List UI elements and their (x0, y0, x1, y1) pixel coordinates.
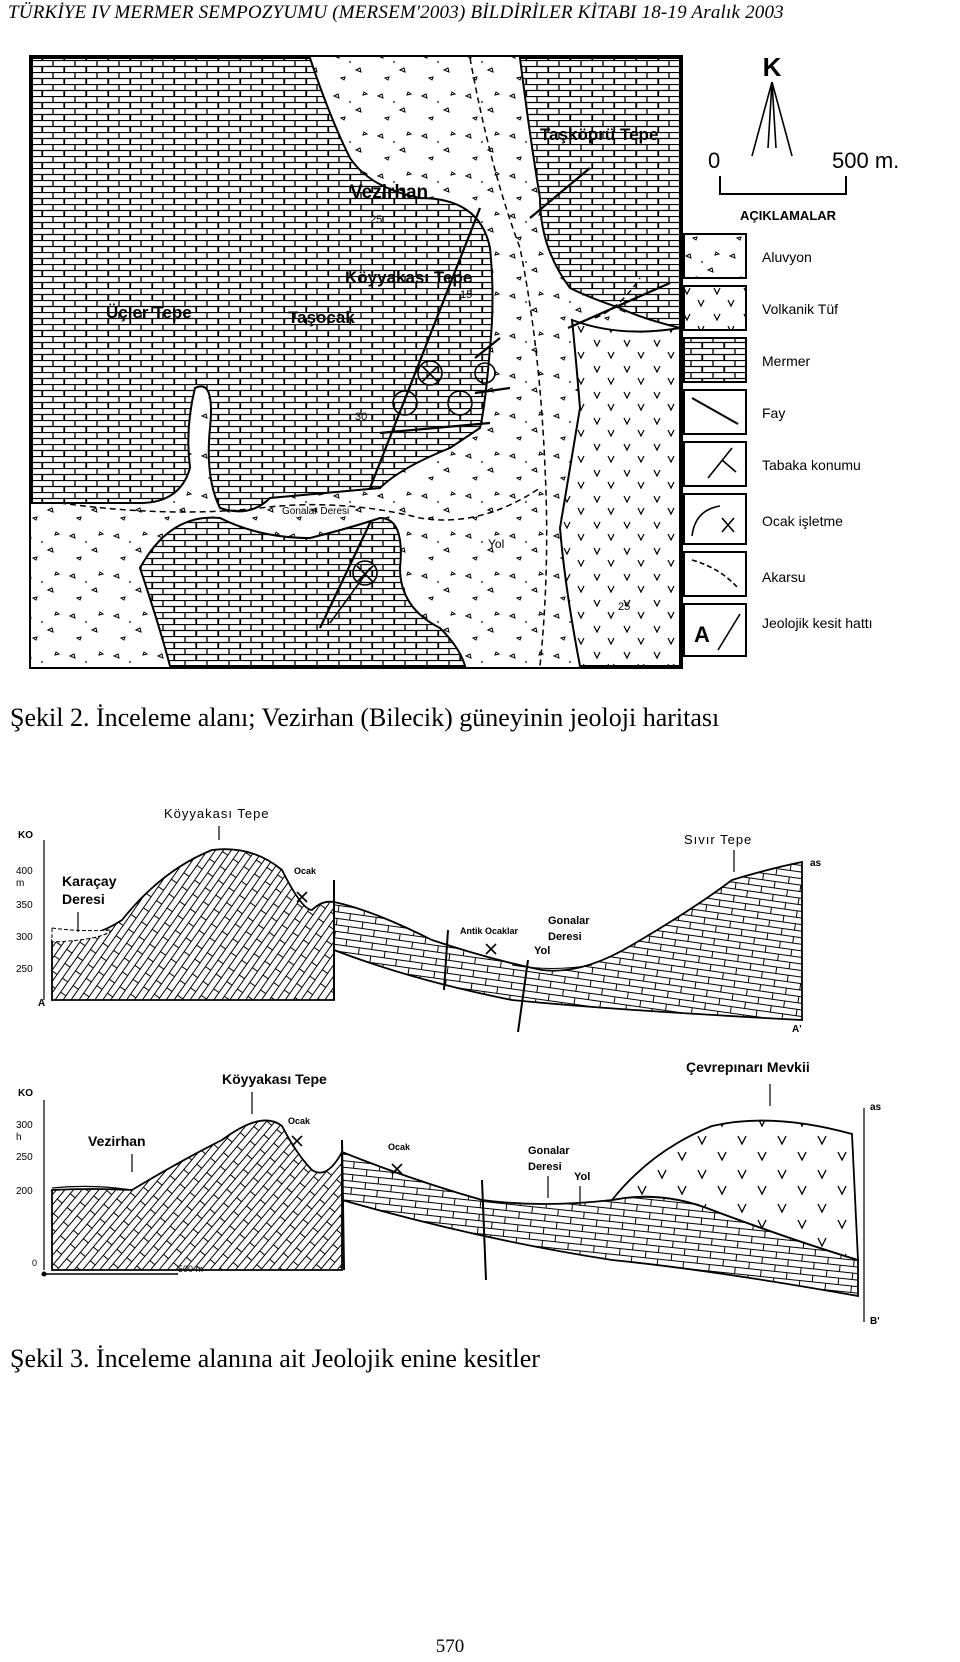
y-axis-ticks (16, 866, 33, 975)
section-a-folded-marble (52, 849, 334, 1000)
svg-text:200: 200 (16, 1186, 33, 1197)
geological-map (20, 48, 912, 680)
svg-text:0: 0 (32, 1258, 38, 1268)
legend-label: Volkanik Tüf (762, 301, 839, 317)
legend-title: AÇIKLAMALAR (740, 208, 837, 223)
y-axis-ticks (16, 1120, 33, 1197)
svg-text:400: 400 (16, 866, 33, 877)
legend-label: Jeolojik kesit hattı (762, 615, 873, 631)
svg-text:A: A (694, 622, 710, 647)
dip-value: 25 (370, 214, 383, 226)
place-gonalar: Gonalar Deresi (282, 506, 350, 517)
scale-bar (708, 148, 899, 194)
end-label-as-b: as (870, 1102, 882, 1113)
legend-label: Ocak işletme (762, 513, 843, 529)
cross-section-b (12, 1060, 912, 1330)
dip-value: 30 (355, 411, 368, 423)
label-karacay: Karaçay (62, 873, 117, 889)
place-ucler: Üçler Tepe (106, 303, 192, 322)
label-gonalar-b-2: Deresi (528, 1161, 562, 1173)
label-gonalar-b: Gonalar (528, 1145, 570, 1157)
label-gonalar-2: Deresi (548, 931, 582, 943)
label-ocak-1: Ocak (288, 1116, 311, 1126)
svg-text:300: 300 (16, 932, 33, 943)
label-ocak: Ocak (294, 866, 317, 876)
label-yol-b: Yol (574, 1171, 591, 1183)
svg-text:h: h (16, 1132, 22, 1143)
svg-text:0: 0 (708, 148, 721, 173)
svg-text:350: 350 (16, 900, 33, 911)
end-label-b: B' (870, 1316, 880, 1327)
end-label-a2: A' (792, 1024, 802, 1035)
svg-text:300: 300 (16, 1120, 33, 1131)
label-yol: Yol (534, 945, 551, 957)
tuff-unit (560, 320, 680, 666)
svg-text:250: 250 (16, 1152, 33, 1163)
place-vezirhan: Vezirhan (350, 182, 429, 203)
y-axis-unit: KO (18, 830, 33, 841)
label-ocak-2: Ocak (388, 1142, 411, 1152)
label-antik: Antik Ocaklar (460, 926, 519, 936)
legend (684, 234, 746, 656)
svg-text:250: 250 (16, 964, 33, 975)
end-label-as: as (810, 858, 822, 869)
dip-value: 15 (460, 289, 473, 301)
place-yol: Yol (488, 537, 505, 551)
y-axis-unit: KO (18, 1088, 33, 1099)
place-koyyakasi: Köyyakası Tepe (345, 268, 473, 287)
dip-value: 25 (618, 601, 631, 613)
end-label-a: A (38, 998, 46, 1009)
label-koyyakasi-b: Köyyakası Tepe (222, 1071, 327, 1087)
quarry-icon (297, 892, 307, 902)
svg-text:500 m.: 500 m. (832, 148, 900, 173)
label-vezirhan: Vezirhan (88, 1133, 146, 1149)
place-taskopru: Taşköprü Tepe (540, 125, 659, 144)
quarry-icon (292, 1136, 302, 1146)
legend-label: Akarsu (762, 569, 806, 585)
legend-label: Mermer (762, 353, 811, 369)
label-gonalar: Gonalar (548, 915, 590, 927)
svg-text:K: K (762, 52, 782, 82)
cross-section-a (12, 800, 912, 1040)
label-karacay-2: Deresi (62, 891, 105, 907)
place-tasocak: Taşocak (288, 308, 355, 327)
quarry-icon (486, 944, 496, 954)
svg-text:m: m (16, 878, 25, 889)
north-arrow (752, 52, 792, 156)
running-header: TÜRKİYE IV MERMER SEMPOZYUMU (MERSEM'2003) BİLDİRİLER KİTABI 18-19 Aralık 2003 (8, 2, 784, 23)
page-number: 570 (435, 1636, 465, 1657)
legend-label: Fay (762, 405, 786, 421)
svg-text:500 m: 500 m (178, 1264, 204, 1274)
figure-caption-2: Şekil 2. İnceleme alanı; Vezirhan (Bilecik) güneyinin jeoloji haritası (10, 703, 720, 732)
legend-label: Aluvyon (762, 249, 812, 265)
label-cevrepinari: Çevrepınarı Mevkii (686, 1060, 810, 1075)
label-sivir: Sıvır Tepe (684, 832, 753, 847)
legend-label: Tabaka konumu (762, 457, 861, 473)
figure-caption-3: Şekil 3. İnceleme alanına ait Jeolojik enine kesitler (10, 1344, 540, 1373)
label-koyyakasi: Köyyakası Tepe (164, 806, 270, 821)
